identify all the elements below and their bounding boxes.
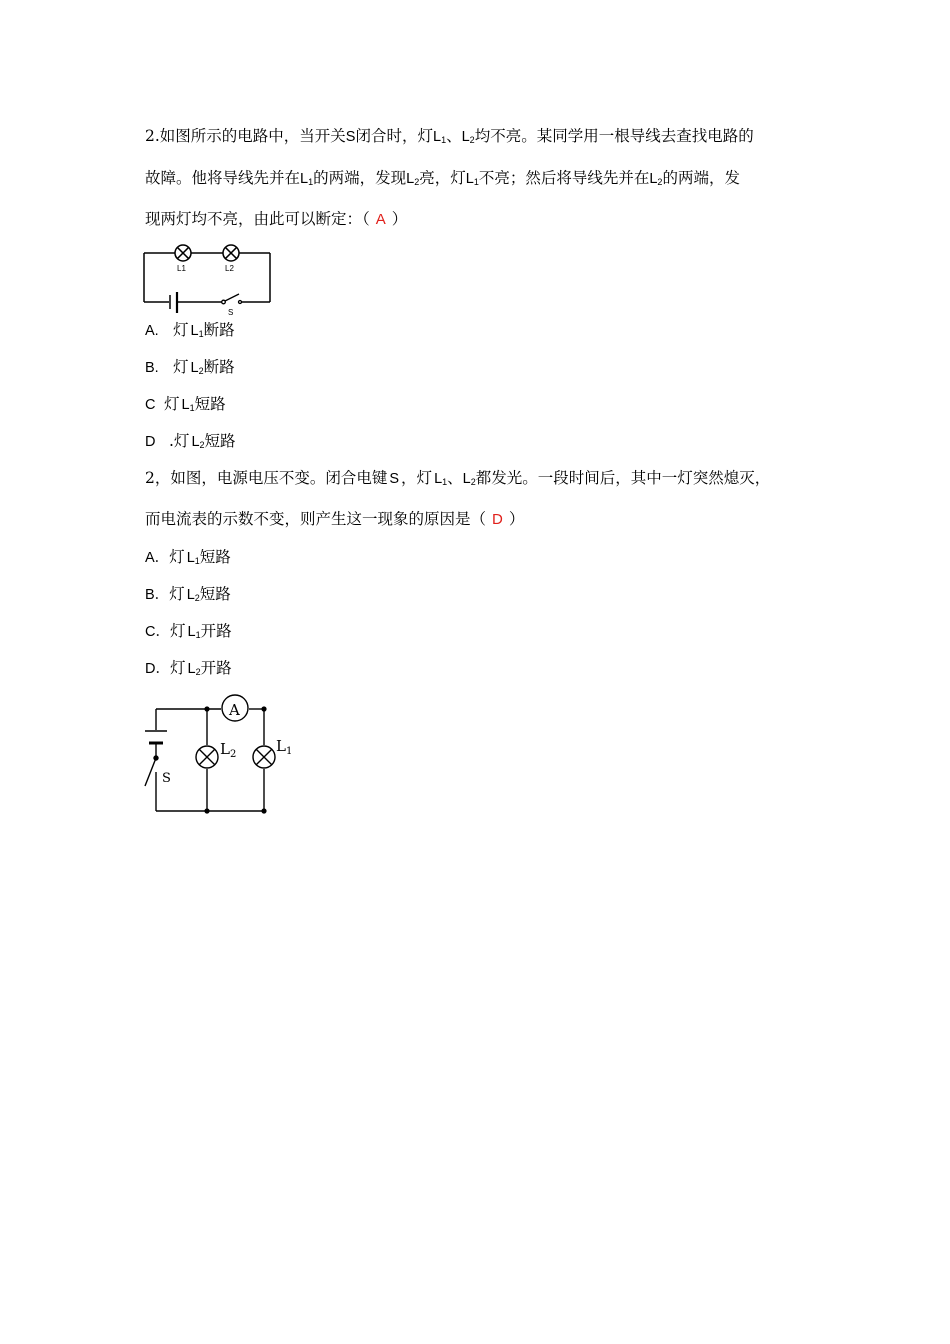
q2-stem-line-2: 而电流表的示数不变，则产生这一现象的原因是（ D ） [145,510,525,528]
q2-switch-label: S [162,771,171,786]
q1-option-d: D .灯 $L_2$短路 [145,432,236,450]
q2-option-a: A．灯 $L_1$短路 [145,548,231,566]
q1-stem-line-2: 故障。他将导线先并在$L_1$的两端，发现$L_2$亮，灯$L_1$不亮；然后将导线先并在$L_2$的两端，发 [145,169,740,187]
q2-battery-icon [145,731,167,743]
q1-lamp-2-icon [223,245,239,261]
q1-lamp-1-icon [175,245,191,261]
q2-lamp-1-label: $L_1$ [276,737,293,757]
q2-option-b: B．灯 $L_2$短路 [145,585,231,603]
q1-stem-line-3: 现两灯均不亮，由此可以断定：（ A ） [145,210,408,228]
q2-stem-line-1: 2，如图，电源电压不变。闭合电键 S ，灯 $L_1$、$L_2$都发光。一段时间后，其中一灯突然熄灭， [145,469,771,487]
q1-battery-icon [170,292,177,313]
q1-lamp-2-label: L2 [225,264,234,273]
q2-lamp-2-label: $L_2$ [220,740,237,760]
q1-lamp-1-label: L1 [177,264,186,273]
q1-answer: A [375,211,386,228]
q1-option-b: B. 灯 $L_2$断路 [145,358,235,376]
q1-switch-icon [222,294,242,304]
q2-answer: D [492,511,503,528]
q2-option-c: C．灯 $L_1$开路 [145,622,232,640]
q2-ammeter-label: A [229,701,240,719]
q2-option-d: D．灯 $L_2$开路 [145,659,232,677]
q2-lamp-2-icon [196,746,218,768]
q2-circuit-diagram [138,690,298,818]
q1-stem-line-1: 2.如图所示的电路中，当开关S闭合时，灯$L_1$、$L_2$均不亮。某同学用一根导线去查找电路的 [145,127,754,145]
q1-circuit-diagram [138,240,278,318]
q1-switch-label: S [228,308,234,317]
q2-lamp-1-icon [253,746,275,768]
q1-option-a: A. 灯 $L_1$断路 [145,321,235,339]
q1-option-c: C 灯 $L_1$短路 [145,395,226,413]
